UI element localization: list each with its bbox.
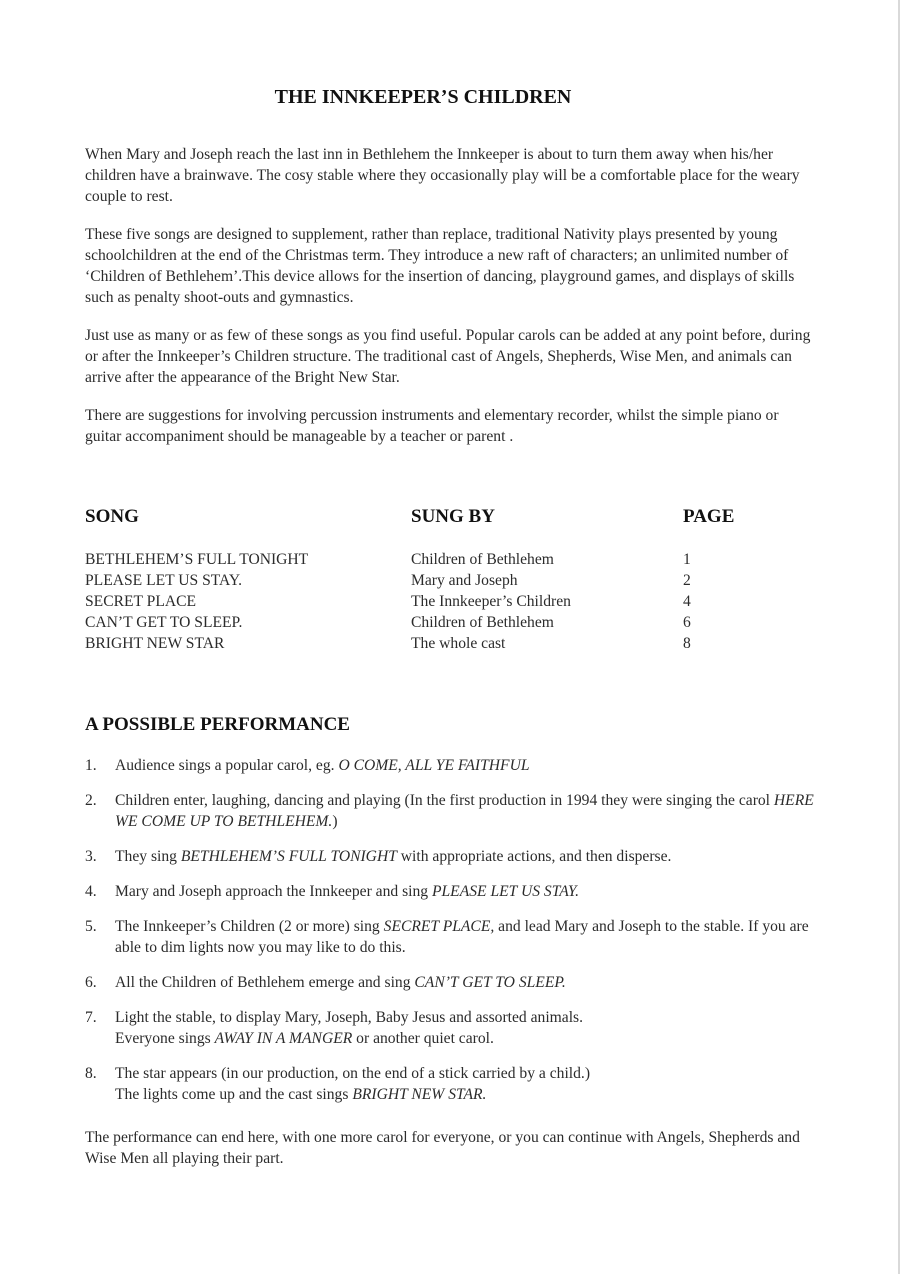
step-number: 4. [85,883,97,900]
step-number: 1. [85,757,97,774]
column-header-song: SONG [85,506,139,527]
intro-paragraph: When Mary and Joseph reach the last inn in Bethlehem the Innkeeper is about to turn them away when his/her children have a brainwave. The cosy stable where they occasionally play will be a comfortable place for the weary couple to rest. [85,146,800,205]
performance-ending: The performance can end here, with one more carol for everyone, or you can continue with Angels, Shepherds and Wise Men all playing their part. [85,1129,800,1167]
step-text: Children enter, laughing, dancing and playing (In the first production in 1994 they were singing the carol HERE WE COME UP TO BETHLEHEM.) [115,792,814,830]
step-number: 3. [85,848,97,865]
step-number: 8. [85,1065,97,1082]
performance-step [85,916,820,958]
sung-by: Children of Bethlehem [411,551,554,568]
song-title-italic: BRIGHT NEW STAR. [352,1086,487,1103]
table-row [0,572,900,593]
performance-step [85,790,820,832]
step-text: Mary and Joseph approach the Innkeeper and sing PLEASE LET US STAY. [115,883,580,900]
step-number: 2. [85,792,97,809]
step-text: The Innkeeper’s Children (2 or more) sing SECRET PLACE, and lead Mary and Joseph to the stable. If you are able to dim lights now you may like to do this. [115,918,809,956]
performance-step [85,1063,820,1105]
sung-by: The Innkeeper’s Children [411,593,571,610]
sung-by: Mary and Joseph [411,572,518,589]
sung-by: The whole cast [411,635,506,652]
table-row [0,551,900,572]
intro-paragraph: These five songs are designed to supplement, rather than replace, traditional Nativity plays presented by young schoolchildren at the end of the Christmas term. They introduce a new raft of characters; an unlimited number of ‘Children of Bethlehem’.This device allows for the insertion of dancing, playground games, and displays of skills such as penalty shoot-outs and gymnastics. [85,226,795,306]
song-title: CAN’T GET TO SLEEP. [85,614,243,631]
performance-step [85,755,820,776]
page-number: 2 [683,572,691,589]
sung-by: Children of Bethlehem [411,614,554,631]
step-text: Light the stable, to display Mary, Joseph, Baby Jesus and assorted animals. Everyone sings AWAY IN A MANGER or another quiet carol. [115,1009,584,1047]
intro-section [85,144,815,464]
step-text: They sing BETHLEHEM’S FULL TONIGHT with appropriate actions, and then disperse. [115,848,672,865]
page-number: 8 [683,635,691,652]
column-header-page: PAGE [683,506,735,527]
song-title-italic: CAN’T GET TO SLEEP. [414,974,566,991]
song-title-italic: SECRET PLACE, [383,918,495,935]
step-text: Audience sings a popular carol, eg. O COME, ALL YE FAITHFUL [115,757,530,774]
performance-steps [85,755,820,1119]
step-text: The star appears (in our production, on the end of a stick carried by a child.) The lights come up and the cast sings BRIGHT NEW STAR. [115,1065,591,1103]
performance-step [85,881,820,902]
table-row [0,635,900,656]
page-number: 6 [683,614,691,631]
page-title: THE INNKEEPER’S CHILDREN [274,86,572,108]
step-number: 6. [85,974,97,991]
performance-step [85,972,820,993]
performance-step [85,1007,820,1049]
page-number: 4 [683,593,691,610]
song-title-italic: BETHLEHEM’S FULL TONIGHT [180,848,397,865]
table-row [0,614,900,635]
song-title: SECRET PLACE [85,593,197,610]
step-number: 5. [85,918,97,935]
performance-step [85,846,820,867]
song-title-italic: PLEASE LET US STAY. [431,883,580,900]
page-number: 1 [683,551,691,568]
column-header-sung-by: SUNG BY [411,506,495,527]
table-row [0,593,900,614]
song-title-italic: HERE WE COME UP TO BETHLEHEM. [115,792,814,830]
song-title-italic: O COME, ALL YE FAITHFUL [338,757,530,774]
intro-paragraph: Just use as many or as few of these songs as you find useful. Popular carols can be added at any point before, during or after the Innkeeper’s Children structure. The traditional cast of Angels, Shepherds, Wise Men, and animals can arrive after the appearance of the Bright New Star. [85,327,811,386]
step-text: All the Children of Bethlehem emerge and sing CAN’T GET TO SLEEP. [115,974,566,991]
intro-paragraph: There are suggestions for involving percussion instruments and elementary recorder, whilst the simple piano or guitar accompaniment should be manageable by a teacher or parent . [85,407,779,445]
step-number: 7. [85,1009,97,1026]
song-title: BETHLEHEM’S FULL TONIGHT [85,551,309,568]
song-title: BRIGHT NEW STAR [85,635,225,652]
performance-heading: A POSSIBLE PERFORMANCE [85,714,350,735]
song-title-italic: AWAY IN A MANGER [214,1030,353,1047]
song-title: PLEASE LET US STAY. [85,572,243,589]
